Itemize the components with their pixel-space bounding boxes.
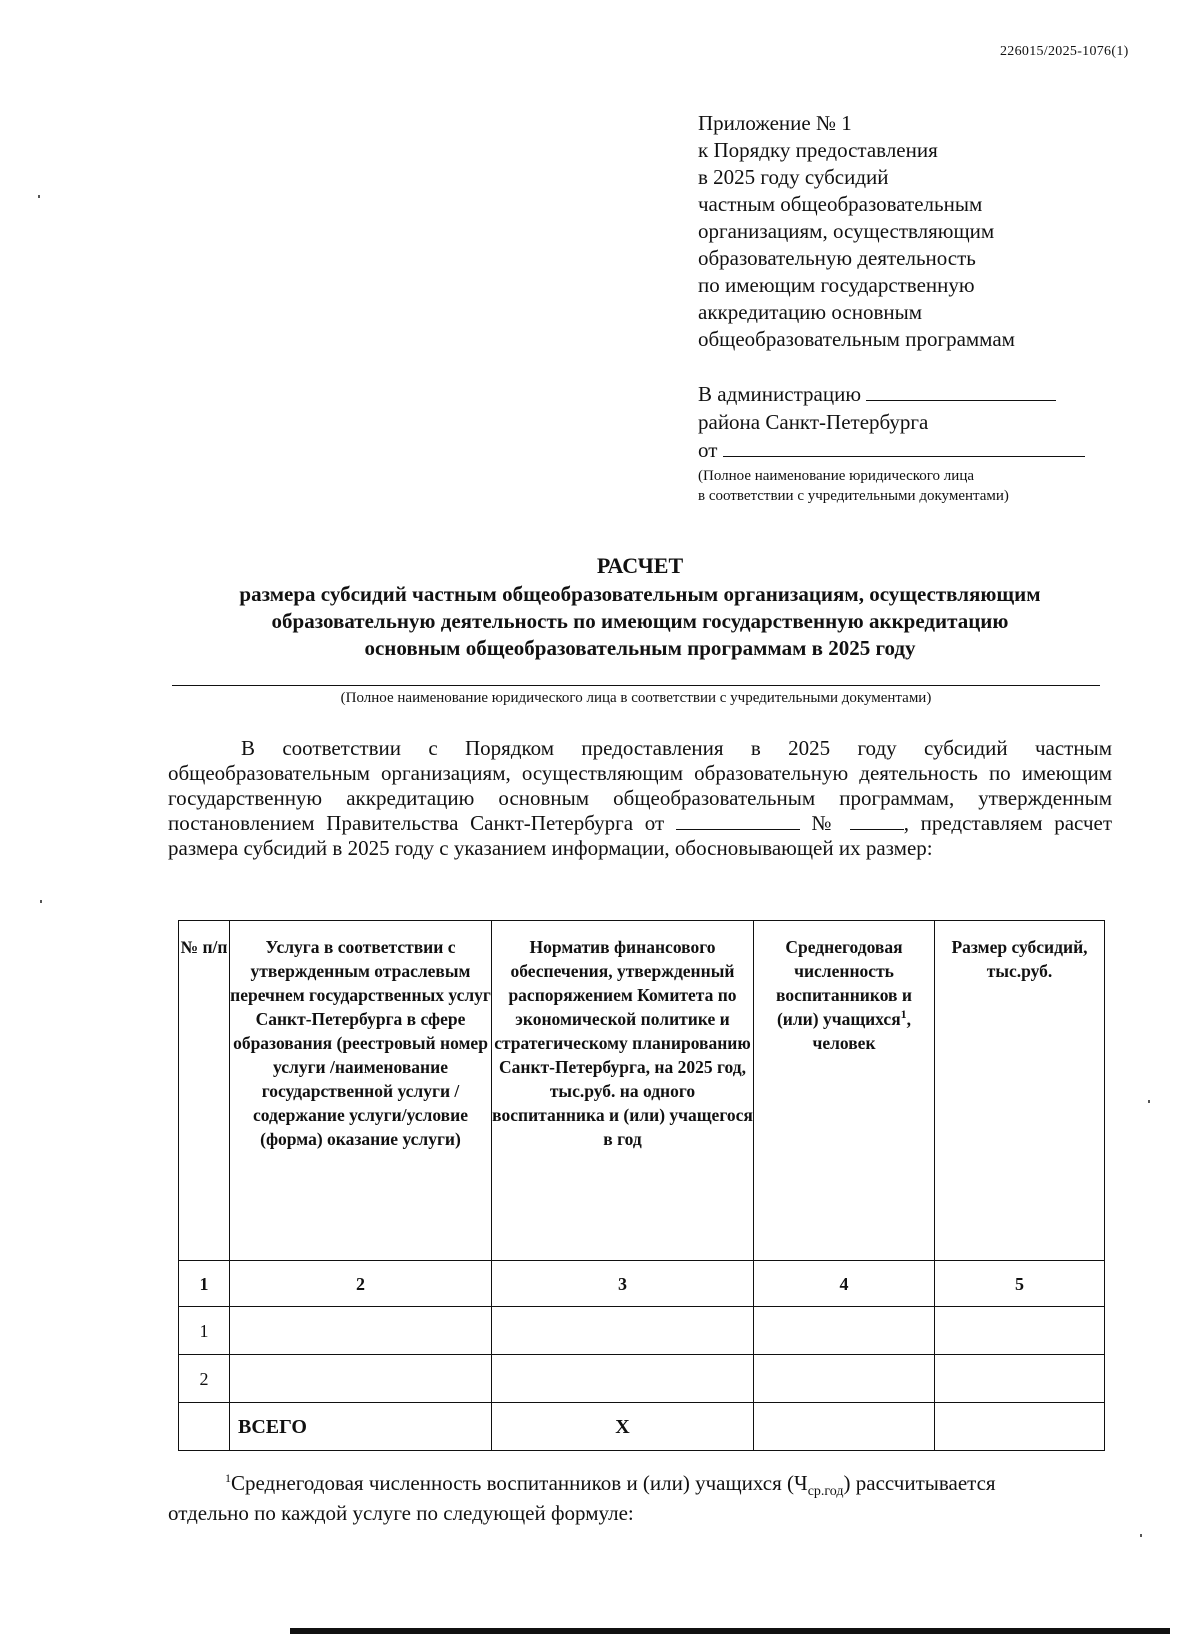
- count-cell[interactable]: [754, 1307, 935, 1355]
- appendix-line: аккредитацию основным: [698, 300, 922, 324]
- footnote: [168, 1468, 1118, 1528]
- appendix-line: по имеющим государственную: [698, 273, 975, 297]
- address-from-label: от: [698, 438, 718, 462]
- service-cell[interactable]: [230, 1307, 492, 1355]
- intro-text: В соответствии с Порядком предоставления в 2025 году субсидий частным общеобразовательным организациям, осуществляющим образовательную деятельность по имеющим государственную аккредитацию основным общеобразовательным программам, утвержденным постановлением Правительства Санкт-Петербурга от: [168, 736, 1112, 835]
- appendix-line: в 2025 году субсидий: [698, 165, 889, 189]
- footnote-subscript: ср.год: [807, 1484, 844, 1500]
- service-cell[interactable]: [230, 1355, 492, 1403]
- address-note-line: (Полное наименование юридического лица: [698, 468, 975, 484]
- total-number-cell: [179, 1403, 230, 1451]
- column-number: 4: [754, 1261, 935, 1307]
- amount-cell[interactable]: [935, 1307, 1105, 1355]
- header-amount: Размер субсидий, тыс.руб.: [935, 921, 1105, 1261]
- scan-speck: [1148, 1100, 1150, 1103]
- intro-paragraph: [168, 736, 1112, 861]
- title-line: размера субсидий частным общеобразовательным организациям, осуществляющим: [239, 582, 1041, 606]
- footnote-text-end: ) рассчитывается: [843, 1471, 996, 1495]
- number-sign: №: [811, 811, 838, 835]
- title-line: образовательную деятельность по имеющим государственную аккредитацию: [271, 609, 1009, 633]
- scan-edge-bar: [290, 1628, 1170, 1634]
- table-row: [179, 1307, 1105, 1355]
- column-number: 2: [230, 1261, 492, 1307]
- total-row: [179, 1403, 1105, 1451]
- organization-name-blank[interactable]: [723, 436, 1085, 457]
- address-from-line: [698, 436, 1085, 464]
- scan-speck: [1140, 1534, 1142, 1537]
- calculation-table: [178, 920, 1105, 1451]
- footnote-sup: 1: [225, 1471, 231, 1485]
- title-main: РАСЧЕТ: [596, 553, 684, 578]
- total-amount-cell[interactable]: [935, 1403, 1105, 1451]
- scan-speck: [40, 900, 42, 903]
- column-number-row: [179, 1261, 1105, 1307]
- total-norm: Х: [492, 1403, 754, 1451]
- header-count-tail: , человек: [812, 1009, 912, 1053]
- appendix-line: частным общеобразовательным: [698, 192, 983, 216]
- header-service: Услуга в соответствии с утвержденным отраслевым перечнем государственных услуг Санкт-Петербурга в сфере образования (реестровый номер услуги /наименование государственной услуги /содержание услуги/условие (форма) оказание услуги): [230, 921, 492, 1261]
- header-count-text: Среднегодовая численность воспитанников и (или) учащихся: [776, 937, 912, 1029]
- header-norm: Норматив финансового обеспечения, утвержденный распоряжением Комитета по экономической политике и стратегическому планированию Санкт-Петербурга, на 2025 год, тыс.руб. на одного воспитанника и (или) учащегося в год: [492, 921, 754, 1261]
- column-number: 1: [179, 1261, 230, 1307]
- footnote-text: Среднегодовая численность воспитанников и (или) учащихся (Ч: [231, 1471, 808, 1495]
- norm-cell[interactable]: [492, 1355, 754, 1403]
- address-district: района Санкт-Петербурга: [698, 410, 929, 434]
- amount-cell[interactable]: [935, 1355, 1105, 1403]
- resolution-number-blank[interactable]: [850, 811, 904, 830]
- footnote-line: отдельно по каждой услуге по следующей формуле:: [168, 1501, 634, 1525]
- norm-cell[interactable]: [492, 1307, 754, 1355]
- header-count: [754, 921, 935, 1261]
- document-title: [160, 552, 1120, 662]
- intro-text-end: , представляем расчет размера субсидий в 2025 году с указанием информации, обосновывающей их размер:: [168, 811, 1113, 860]
- document-number: 226015/2025-1076(1): [1000, 44, 1129, 59]
- appendix-line: к Порядку предоставления: [698, 138, 938, 162]
- column-number: 3: [492, 1261, 754, 1307]
- total-label: ВСЕГО: [230, 1403, 492, 1451]
- count-cell[interactable]: [754, 1355, 935, 1403]
- row-number: 1: [179, 1307, 230, 1355]
- footnote-line: [168, 1468, 1118, 1498]
- table-row: [179, 1355, 1105, 1403]
- organization-name-line[interactable]: [172, 685, 1100, 686]
- column-number: 5: [935, 1261, 1105, 1307]
- address-note-line: в соответствии с учредительными документами): [698, 488, 1009, 504]
- appendix-line: общеобразовательным программам: [698, 327, 1015, 351]
- title-line: основным общеобразовательным программам в 2025 году: [364, 636, 916, 660]
- appendix-line: Приложение № 1: [698, 111, 852, 135]
- address-block: [698, 380, 1085, 506]
- appendix-reference: [698, 110, 1015, 353]
- address-note: [698, 466, 1085, 506]
- header-number: № п/п: [179, 921, 230, 1261]
- address-to-label: В администрацию: [698, 382, 862, 406]
- appendix-line: образовательную деятельность: [698, 246, 976, 270]
- appendix-line: организациям, осуществляющим: [698, 219, 995, 243]
- resolution-date-blank[interactable]: [676, 811, 800, 830]
- total-count-cell[interactable]: [754, 1403, 935, 1451]
- scan-speck: [38, 195, 40, 198]
- administration-blank[interactable]: [866, 380, 1056, 401]
- address-to-line: [698, 380, 1085, 408]
- row-number: 2: [179, 1355, 230, 1403]
- footnote-marker: 1: [900, 1007, 907, 1022]
- organization-name-note: (Полное наименование юридического лица в соответствии с учредительными документами): [340, 690, 932, 706]
- table-header-row: [179, 921, 1105, 1261]
